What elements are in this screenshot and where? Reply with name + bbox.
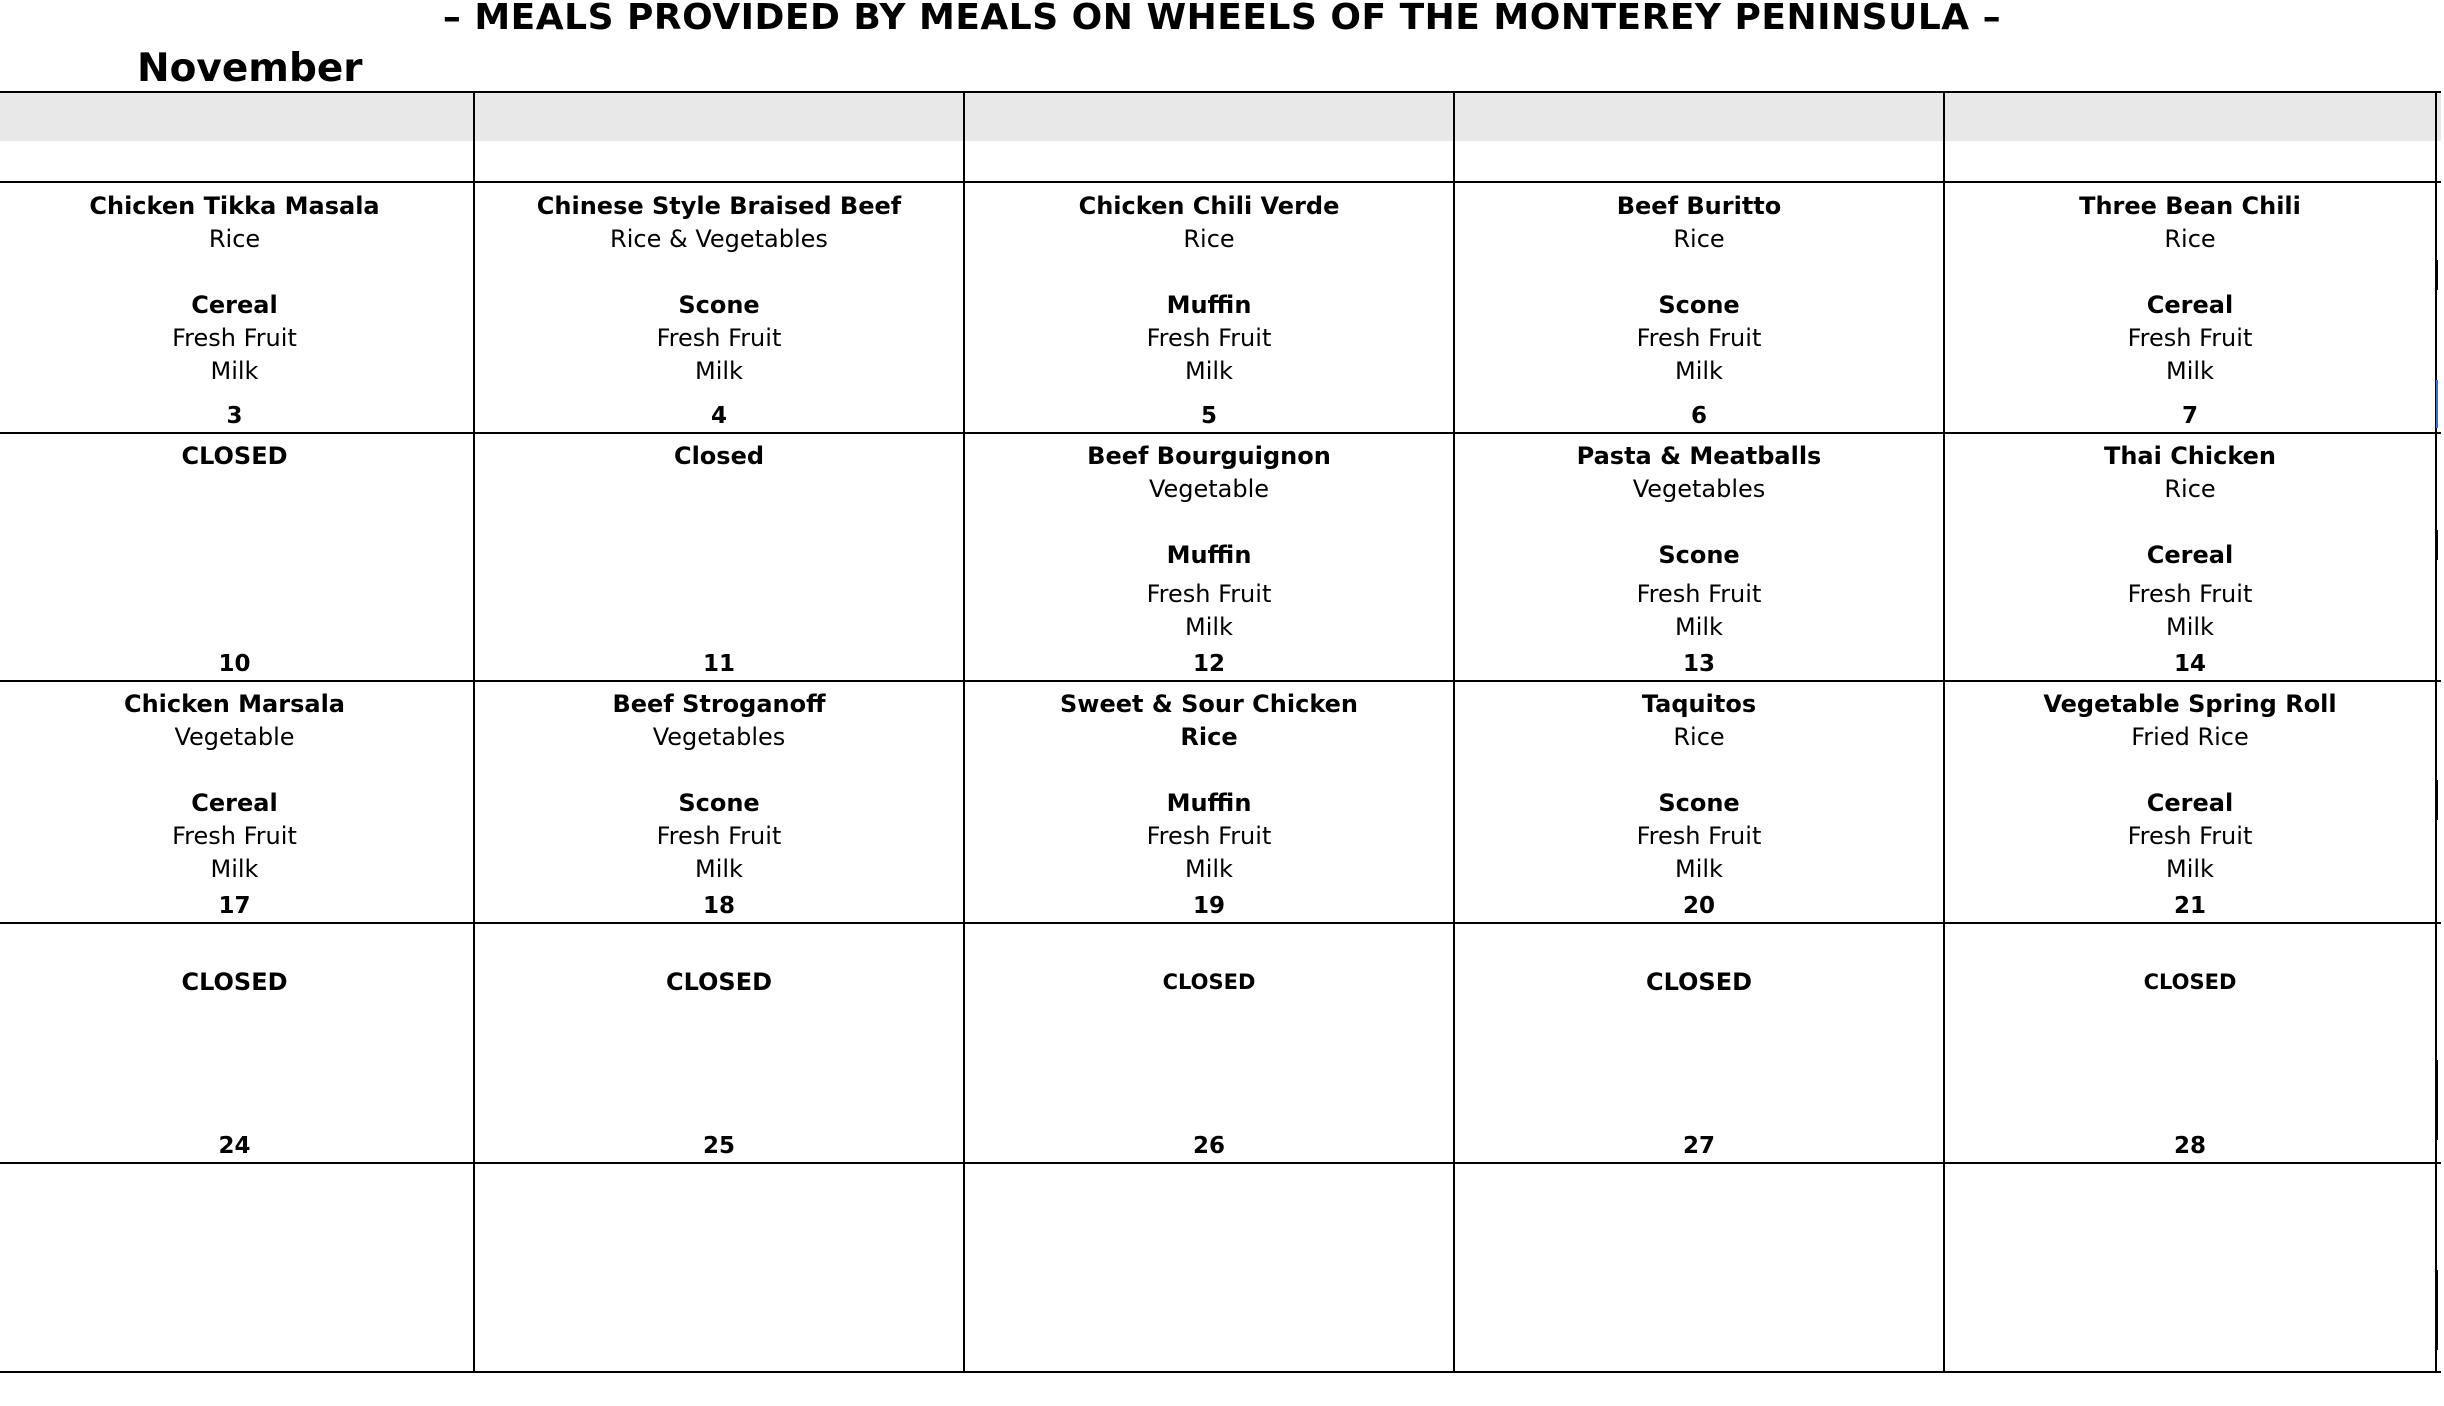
day-number: 6 bbox=[1690, 403, 1707, 429]
day-number: 24 bbox=[218, 1133, 251, 1159]
spacer bbox=[475, 754, 963, 787]
edge-mark bbox=[2436, 1060, 2438, 1140]
milk-label: Milk bbox=[1675, 613, 1723, 641]
day-cell bbox=[475, 924, 963, 1162]
day-cell bbox=[0, 184, 473, 432]
spacer bbox=[0, 754, 473, 787]
side-label: Fried Rice bbox=[2131, 723, 2249, 751]
entree-label: Vegetable Spring Roll bbox=[2043, 690, 2337, 718]
entree-label: Beef Bourguignon bbox=[1087, 442, 1331, 470]
day-cell bbox=[1945, 924, 2435, 1162]
entree-label: Chinese Style Braised Beef bbox=[536, 192, 902, 220]
side-label: Vegetable bbox=[1148, 475, 1270, 503]
day-number: 14 bbox=[2173, 651, 2206, 677]
day-number: 26 bbox=[1192, 1133, 1225, 1159]
closed-label: Closed bbox=[673, 442, 765, 470]
closed-label: CLOSED bbox=[665, 968, 773, 996]
closed-label: CLOSED bbox=[1645, 968, 1753, 996]
entree-label: Beef Stroganoff bbox=[612, 690, 826, 718]
closed-label: CLOSED bbox=[2143, 970, 2237, 994]
spacer bbox=[1945, 506, 2435, 539]
day-cell bbox=[475, 184, 963, 432]
milk-label: Milk bbox=[210, 855, 259, 883]
fruit-label: Fresh Fruit bbox=[2127, 822, 2253, 850]
day-number: 17 bbox=[218, 893, 251, 919]
side-label: Vegetable bbox=[174, 723, 295, 751]
meal-calendar bbox=[0, 91, 2441, 1373]
day-number: 5 bbox=[1200, 403, 1217, 429]
closed-label: CLOSED bbox=[181, 442, 288, 470]
side-label: Rice bbox=[1180, 723, 1238, 751]
spacer bbox=[1455, 256, 1943, 289]
side-label: Rice bbox=[1673, 723, 1725, 751]
day-cell bbox=[0, 924, 473, 1162]
breakfast-label: Cereal bbox=[191, 789, 278, 817]
breakfast-label: Scone bbox=[1658, 789, 1740, 817]
breakfast-label: Scone bbox=[678, 291, 760, 319]
side-label: Rice bbox=[2164, 225, 2216, 253]
spacer bbox=[475, 256, 963, 289]
breakfast-label: Cereal bbox=[2146, 789, 2234, 817]
breakfast-label: Muffin bbox=[1166, 291, 1252, 319]
edge-mark bbox=[2436, 1270, 2438, 1350]
fruit-label: Fresh Fruit bbox=[172, 324, 297, 352]
day-cell bbox=[475, 682, 963, 922]
fruit-label: Fresh Fruit bbox=[656, 822, 782, 850]
day-cell bbox=[965, 924, 1453, 1162]
side-label: Rice & Vegetables bbox=[610, 225, 828, 253]
breakfast-label: Scone bbox=[1658, 541, 1740, 569]
entree-label: Chicken Tikka Masala bbox=[89, 192, 380, 220]
side-label: Vegetables bbox=[1632, 475, 1766, 503]
spacer bbox=[965, 754, 1453, 787]
fruit-label: Fresh Fruit bbox=[1146, 580, 1272, 608]
day-cell bbox=[1455, 682, 1943, 922]
entree-label: Taquitos bbox=[1641, 690, 1757, 718]
breakfast-label: Scone bbox=[1658, 291, 1740, 319]
milk-label: Milk bbox=[695, 357, 743, 385]
milk-label: Milk bbox=[2166, 357, 2214, 385]
edge-mark bbox=[2436, 260, 2438, 290]
fruit-label: Fresh Fruit bbox=[172, 822, 297, 850]
day-cell bbox=[1455, 434, 1943, 680]
breakfast-label: Cereal bbox=[191, 291, 278, 319]
day-cell bbox=[1945, 682, 2435, 922]
selection-mark bbox=[2436, 380, 2438, 428]
breakfast-label: Muffin bbox=[1166, 789, 1252, 817]
closed-label: CLOSED bbox=[1162, 970, 1256, 994]
day-cell bbox=[1455, 924, 1943, 1162]
entree-label: Thai Chicken bbox=[2103, 442, 2277, 470]
breakfast-label: Cereal bbox=[2146, 291, 2234, 319]
day-cell bbox=[965, 434, 1453, 680]
spacer bbox=[0, 256, 473, 289]
day-cell bbox=[1945, 434, 2435, 680]
fruit-label: Fresh Fruit bbox=[1636, 822, 1762, 850]
spacer bbox=[1945, 754, 2435, 787]
day-cell bbox=[0, 682, 473, 922]
day-number: 18 bbox=[702, 893, 735, 919]
side-label: Vegetables bbox=[652, 723, 786, 751]
breakfast-label: Muffin bbox=[1166, 541, 1252, 569]
entree-label: Beef Buritto bbox=[1616, 192, 1782, 220]
day-cell bbox=[965, 184, 1453, 432]
day-cell bbox=[475, 434, 963, 680]
row-divider bbox=[0, 1162, 2441, 1164]
day-number: 7 bbox=[2181, 403, 2198, 429]
day-cell bbox=[0, 434, 473, 680]
day-number: 3 bbox=[226, 403, 243, 429]
fruit-label: Fresh Fruit bbox=[2127, 324, 2253, 352]
breakfast-label: Cereal bbox=[2146, 541, 2234, 569]
weekday-header-row bbox=[0, 93, 2441, 183]
entree-label: Chicken Chili Verde bbox=[1078, 192, 1340, 220]
header-shading bbox=[0, 93, 2441, 141]
closed-label: CLOSED bbox=[181, 968, 288, 996]
side-label: Rice bbox=[1673, 225, 1725, 253]
day-number: 19 bbox=[1192, 893, 1225, 919]
day-number: 4 bbox=[710, 403, 727, 429]
day-number: 25 bbox=[702, 1133, 735, 1159]
side-label: Rice bbox=[2164, 475, 2216, 503]
day-number: 21 bbox=[2173, 893, 2206, 919]
day-number: 27 bbox=[1682, 1133, 1715, 1159]
spacer bbox=[1945, 256, 2435, 289]
milk-label: Milk bbox=[1185, 855, 1233, 883]
entree-label: Three Bean Chili bbox=[2079, 192, 2301, 220]
day-cell bbox=[965, 682, 1453, 922]
edge-mark bbox=[2436, 530, 2438, 560]
side-label: Rice bbox=[1183, 225, 1235, 253]
day-number: 28 bbox=[2173, 1133, 2206, 1159]
fruit-label: Fresh Fruit bbox=[1636, 324, 1762, 352]
milk-label: Milk bbox=[1675, 855, 1723, 883]
fruit-label: Fresh Fruit bbox=[2127, 580, 2253, 608]
spacer bbox=[1455, 754, 1943, 787]
entree-label: Chicken Marsala bbox=[123, 690, 345, 718]
fruit-label: Fresh Fruit bbox=[1636, 580, 1762, 608]
milk-label: Milk bbox=[1675, 357, 1723, 385]
month-heading: November bbox=[137, 46, 363, 91]
day-cell bbox=[1455, 184, 1943, 432]
day-number: 11 bbox=[702, 651, 735, 677]
milk-label: Milk bbox=[1185, 357, 1233, 385]
day-number: 12 bbox=[1192, 651, 1225, 677]
edge-mark bbox=[2436, 780, 2438, 820]
page-title: – MEALS PROVIDED BY MEALS ON WHEELS OF THE MONTEREY PENINSULA – bbox=[442, 0, 2002, 38]
fruit-label: Fresh Fruit bbox=[656, 324, 782, 352]
milk-label: Milk bbox=[1185, 613, 1233, 641]
breakfast-label: Scone bbox=[678, 789, 760, 817]
milk-label: Milk bbox=[695, 855, 743, 883]
day-cell bbox=[1945, 184, 2435, 432]
milk-label: Milk bbox=[210, 357, 259, 385]
spacer bbox=[965, 256, 1453, 289]
day-number: 10 bbox=[218, 651, 251, 677]
milk-label: Milk bbox=[2166, 613, 2214, 641]
spacer bbox=[1455, 506, 1943, 539]
day-number: 20 bbox=[1682, 893, 1715, 919]
side-label: Rice bbox=[208, 225, 261, 253]
milk-label: Milk bbox=[2166, 855, 2214, 883]
fruit-label: Fresh Fruit bbox=[1146, 822, 1272, 850]
entree-label: Pasta & Meatballs bbox=[1576, 442, 1822, 470]
day-number: 13 bbox=[1682, 651, 1715, 677]
spacer bbox=[965, 506, 1453, 539]
fruit-label: Fresh Fruit bbox=[1146, 324, 1272, 352]
entree-label: Sweet & Sour Chicken bbox=[1059, 690, 1358, 718]
